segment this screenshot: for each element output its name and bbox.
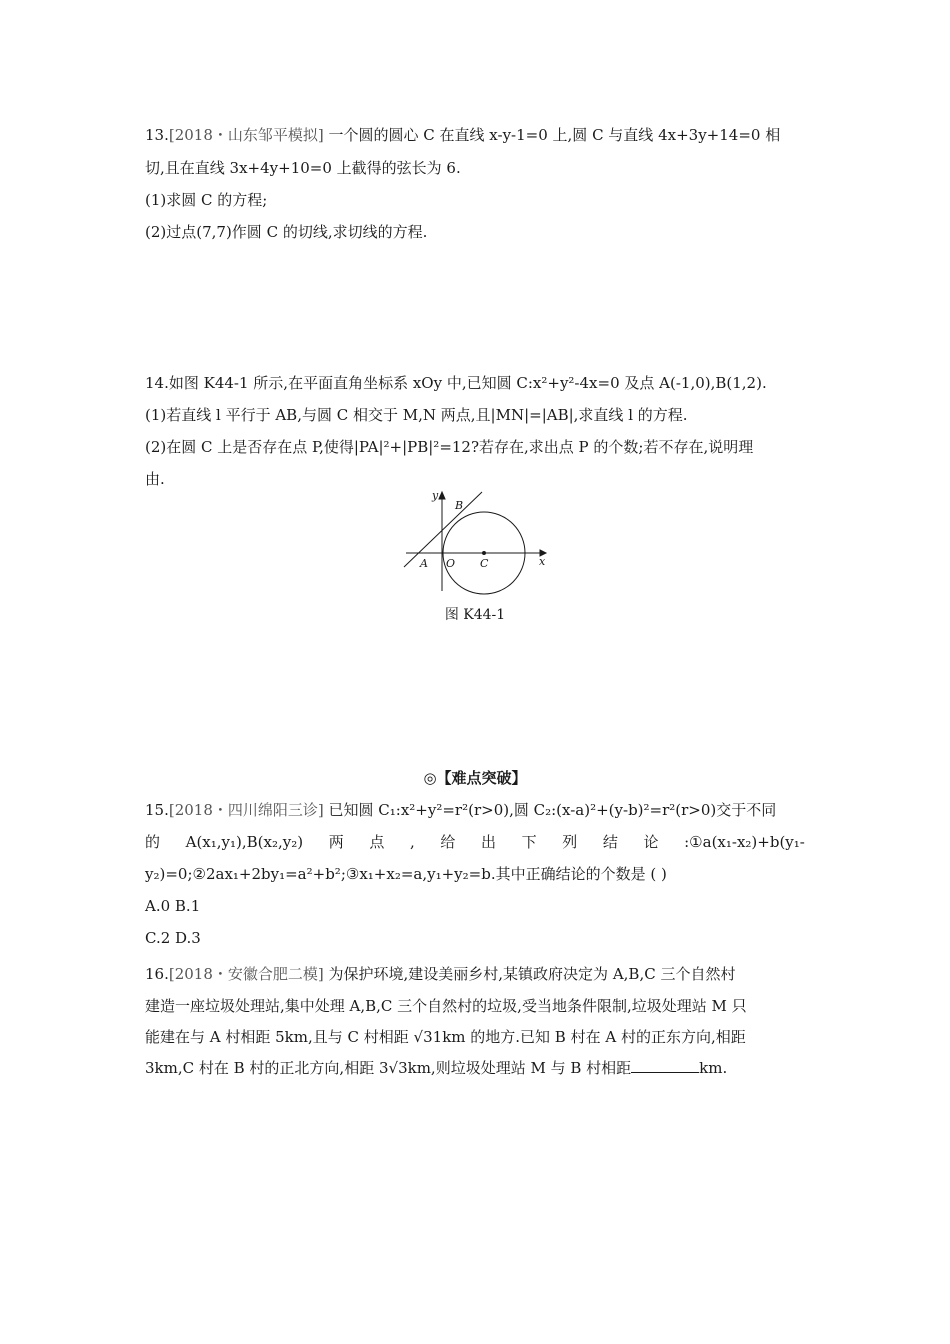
q15-options-ab: A.0 B.1 xyxy=(145,897,201,915)
q15-line-1 xyxy=(145,800,776,820)
q15-word: A(x₁,y₁),B(x₂,y₂) xyxy=(185,833,304,851)
q15-line-2 xyxy=(145,832,805,852)
q15-word: 的 xyxy=(145,833,161,851)
q16-unit: km. xyxy=(699,1059,728,1077)
q14-part-2a: (2)在圆 C 上是否存在点 P,使得|PA|²+|PB|²=12?若存在,求出点 P 的个数;若不存在,说明理 xyxy=(145,438,754,456)
q15-word: 出 xyxy=(481,833,497,851)
label-c: C xyxy=(480,557,489,570)
q13-line-2: 切,且在直线 3x+4y+10=0 上截得的弦长为 6. xyxy=(145,159,461,177)
q16-number: 16. xyxy=(145,965,169,983)
q13-part-2: (2)过点(7,7)作圆 C 的切线,求切线的方程. xyxy=(145,223,428,241)
q16-text-1: 为保护环境,建设美丽乡村,某镇政府决定为 A,B,C 三个自然村 xyxy=(323,965,736,983)
q15-word: 给 xyxy=(440,833,456,851)
q14-line-1: 14.如图 K44-1 所示,在平面直角坐标系 xOy 中,已知圆 C:x²+y²-4x=0 及点 A(-1,0),B(1,2). xyxy=(145,374,767,392)
section-heading: ◎【难点突破】 xyxy=(423,769,527,787)
q15-word: 列 xyxy=(562,833,578,851)
circle-figure xyxy=(400,487,550,597)
q13-text-1: 一个圆的圆心 C 在直线 x-y-1=0 上,圆 C 与直线 4x+3y+14=0 相 xyxy=(323,126,781,144)
q15-source: [2018・四川绵阳三诊] xyxy=(168,801,324,819)
q13-line-1 xyxy=(145,125,780,145)
q16-source: [2018・安徽合肥二模] xyxy=(168,965,324,983)
label-o: O xyxy=(446,557,456,570)
q14-part-2b: 由. xyxy=(145,470,165,488)
q13-number: 13. xyxy=(145,126,169,144)
q15-text-1: 已知圆 C₁:x²+y²=r²(r>0),圆 C₂:(x-a)²+(y-b)²=r²(r>0)交于不同 xyxy=(323,801,777,819)
q15-number: 15. xyxy=(145,801,169,819)
answer-blank[interactable] xyxy=(631,1058,699,1073)
y-axis-arrow xyxy=(439,492,445,499)
q15-word: 结 xyxy=(602,833,618,851)
q15-word: :①a(x₁-x₂)+b(y₁- xyxy=(684,833,805,851)
q15-word: 下 xyxy=(521,833,537,851)
figure-caption: 图 K44-1 xyxy=(444,607,506,623)
q13-part-1: (1)求圆 C 的方程; xyxy=(145,191,268,209)
q15-word: , xyxy=(409,833,415,851)
point-c xyxy=(483,552,486,555)
q16-line-3: 能建在与 A 村相距 5km,且与 C 村相距 √31km 的地方.已知 B 村在 A 村的正东方向,相距 xyxy=(145,1028,746,1046)
q15-line-3: y₂)=0;②2ax₁+2by₁=a²+b²;③x₁+x₂=a,y₁+y₂=b.其中正确结论的个数是 ( ) xyxy=(145,865,667,883)
label-x: x xyxy=(539,555,546,568)
q16-text-4: 3km,C 村在 B 村的正北方向,相距 3√3km,则垃圾处理站 M 与 B 村相距 xyxy=(145,1059,632,1077)
label-a: A xyxy=(420,557,428,570)
q13-source: [2018・山东邹平模拟] xyxy=(168,126,324,144)
label-b: B xyxy=(455,499,464,512)
q16-line-2: 建造一座垃圾处理站,集中处理 A,B,C 三个自然村的垃圾,受当地条件限制,垃圾处理站 M 只 xyxy=(145,997,747,1015)
q15-word: 点 xyxy=(369,833,385,851)
q15-word: 两 xyxy=(328,833,344,851)
q16-line-4 xyxy=(145,1058,727,1078)
q15-options-cd: C.2 D.3 xyxy=(145,929,201,947)
q15-word: 论 xyxy=(643,833,659,851)
q14-part-1: (1)若直线 l 平行于 AB,与圆 C 相交于 M,N 两点,且|MN|=|AB|,求直线 l 的方程. xyxy=(145,406,688,424)
q16-line-1 xyxy=(145,964,735,984)
label-y: y xyxy=(432,489,439,502)
